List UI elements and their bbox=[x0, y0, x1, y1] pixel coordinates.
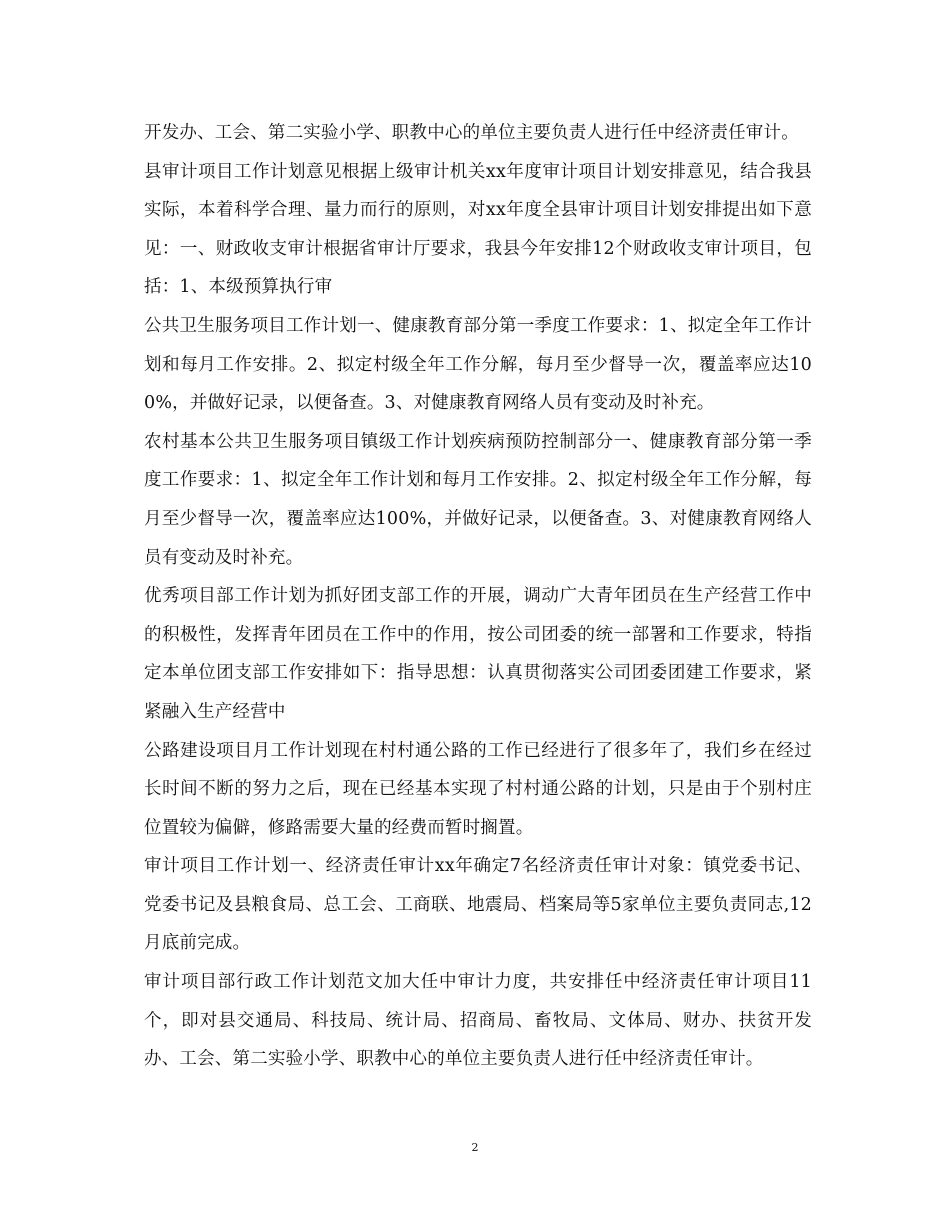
paragraph-3: 公共卫生服务项目工作计划一、健康教育部分第一季度工作要求：1、拟定全年工作计划和每月工作安排。2、拟定村级全年工作分解，每月至少督导一次，覆盖率应达100%，并做好记录，以便备查。3、对健康教育网络人员有变动及时补充。 bbox=[144, 315, 812, 414]
paragraph-6: 公路建设项目月工作计划现在村村通公路的工作已经进行了很多年了，我们乡在经过长时间不断的努力之后，现在已经基本实现了村村通公路的计划，只是由于个别村庄位置较为偏僻，修路需要大量的经费而暂时搁置。 bbox=[144, 740, 812, 838]
paragraph-8: 审计项目部行政工作计划范文加大任中审计力度，共安排任中经济责任审计项目11个，即对县交通局、科技局、统计局、招商局、畜牧局、文体局、财办、扶贫开发办、工会、第二实验小学、职教中心的单位主要负责人进行任中经济责任审计。 bbox=[144, 972, 812, 1070]
paragraph-7: 审计项目工作计划一、经济责任审计xx年确定7名经济责任审计对象：镇党委书记、党委书记及县粮食局、总工会、工商联、地震局、档案局等5家单位主要负责同志,12月底前完成。 bbox=[144, 856, 812, 954]
paragraph-5: 优秀项目部工作计划为抓好团支部工作的开展，调动广大青年团员在生产经营工作中的积极性，发挥青年团员在工作中的作用，按公司团委的统一部署和工作要求，特指定本单位团支部工作安排如下：指导思想：认真贯彻落实公司团委团建工作要求，紧紧融入生产经营中 bbox=[144, 586, 812, 722]
page-number: 2 bbox=[471, 1141, 479, 1154]
paragraph-1: 开发办、工会、第二实验小学、职教中心的单位主要负责人进行任中经济责任审计。 bbox=[144, 123, 799, 143]
document-body bbox=[144, 114, 812, 1079]
paragraph-4: 农村基本公共卫生服务项目镇级工作计划疾病预防控制部分一、健康教育部分第一季度工作要求：1、拟定全年工作计划和每月工作安排。2、拟定村级全年工作分解，每月至少督导一次，覆盖率应达100%，并做好记录，以便备查。3、对健康教育网络人员有变动及时补充。 bbox=[144, 431, 812, 568]
paragraph-2: 县审计项目工作计划意见根据上级审计机关xx年度审计项目计划安排意见，结合我县实际，本着科学合理、量力而行的原则，对xx年度全县审计项目计划安排提出如下意见：一、财政收支审计根据省审计厅要求，我县今年安排12个财政收支审计项目，包括：1、本级预算执行审 bbox=[144, 161, 812, 298]
